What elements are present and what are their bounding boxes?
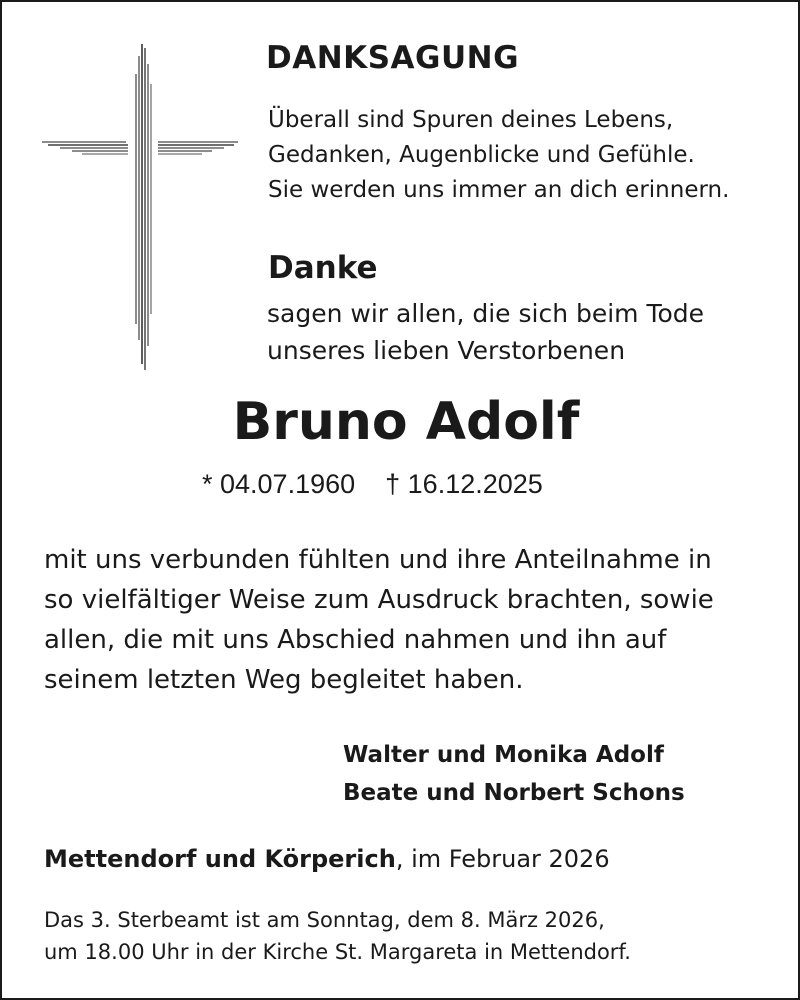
intro-line: sagen wir allen, die sich beim Tode (267, 299, 705, 328)
service-line: Das 3. Sterbeamt ist am Sonntag, dem 8. März 2026, (44, 908, 605, 932)
life-dates (202, 469, 543, 500)
place-date: , im Februar 2026 (395, 845, 610, 873)
place-towns: Mettendorf und Körperich (44, 845, 396, 873)
family-line: Beate und Norbert Schons (343, 780, 685, 806)
place-and-date (44, 845, 610, 873)
intro-text (267, 295, 704, 369)
thanks-line: allen, die mit uns Abschied nahmen und ihn auf (44, 625, 667, 655)
cross-icon (42, 44, 242, 370)
intro-line: unseres lieben Verstorbenen (267, 336, 626, 365)
thanks-line: so vielfältiger Weise zum Ausdruck brachten, sowie (44, 585, 714, 615)
family-names (343, 736, 685, 812)
thanks-line: seinem letzten Weg begleitet haben. (44, 665, 524, 695)
thanks-line: mit uns verbunden fühlten und ihre Anteilnahme in (44, 545, 712, 575)
birth-date: * 04.07.1960 (202, 469, 356, 499)
heading: DANKSAGUNG (266, 40, 520, 76)
poem-line: Überall sind Spuren deines Lebens, (268, 107, 674, 133)
thanks-text (44, 540, 714, 700)
service-info (44, 904, 631, 968)
danke-heading: Danke (268, 250, 378, 286)
poem-line: Gedanken, Augenblicke und Gefühle. (268, 142, 695, 168)
service-line: um 18.00 Uhr in der Kirche St. Margareta in Mettendorf. (44, 940, 631, 964)
deceased-name: Bruno Adolf (232, 392, 580, 452)
death-date: † 16.12.2025 (385, 469, 543, 499)
family-line: Walter und Monika Adolf (343, 742, 664, 768)
poem (268, 103, 729, 208)
poem-line: Sie werden uns immer an dich erinnern. (268, 177, 730, 203)
